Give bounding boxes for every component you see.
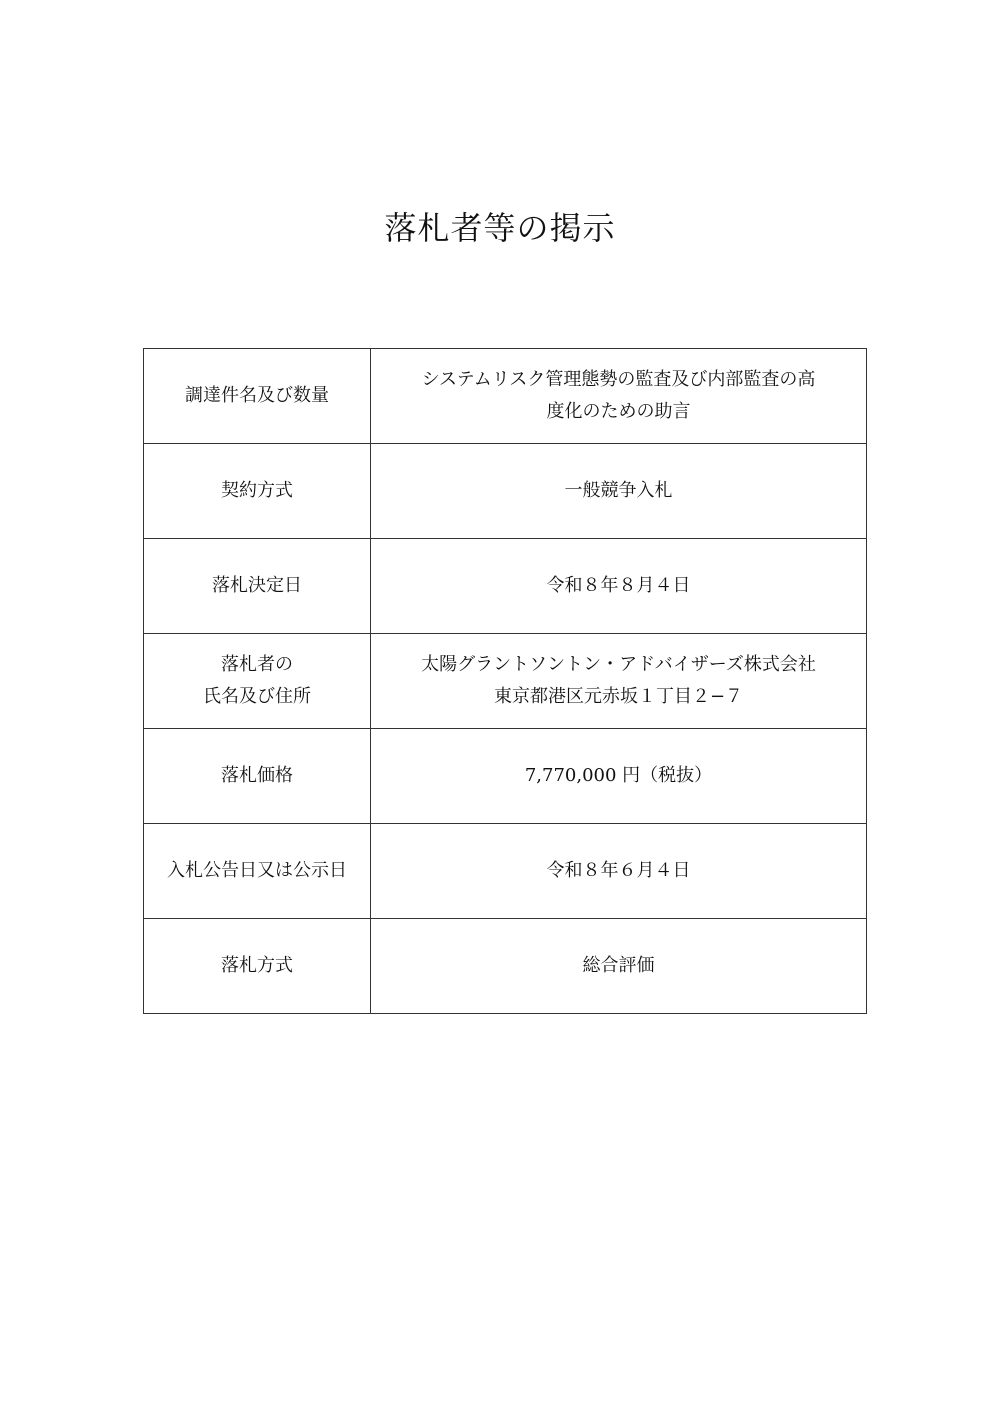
- value-cell: [371, 729, 867, 824]
- label-text: 落札価格: [221, 765, 293, 786]
- value-text: 7,770,000 円（税抜）: [524, 765, 713, 786]
- table-row-winner: [144, 634, 867, 729]
- label-cell: [144, 539, 371, 634]
- label-cell: [144, 349, 371, 444]
- label-text: 落札者の: [221, 654, 293, 675]
- label-text: 契約方式: [221, 480, 293, 501]
- label-text: 落札方式: [221, 955, 293, 976]
- value-cell: [371, 349, 867, 444]
- label-cell: [144, 444, 371, 539]
- label-text: 氏名及び住所: [203, 686, 311, 707]
- value-text: 令和８年６月４日: [546, 860, 691, 881]
- table-row-procurement-item: [144, 349, 867, 444]
- value-text: 太陽グラントソントン・アドバイザーズ株式会社: [421, 654, 816, 675]
- table-row-notice-date: [144, 824, 867, 919]
- label-text: 落札決定日: [212, 575, 302, 596]
- label-text: 調達件名及び数量: [185, 385, 329, 406]
- value-cell: [371, 919, 867, 1014]
- value-text: 令和８年８月４日: [546, 575, 691, 596]
- value-cell: [371, 824, 867, 919]
- value-cell: [371, 444, 867, 539]
- notice-table: [143, 348, 867, 1014]
- table-row-contract-method: [144, 444, 867, 539]
- label-cell: [144, 919, 371, 1014]
- label-cell: [144, 824, 371, 919]
- table-row-price: [144, 729, 867, 824]
- table-row-award-method: [144, 919, 867, 1014]
- table-row-award-date: [144, 539, 867, 634]
- value-cell: [371, 539, 867, 634]
- value-text: 総合評価: [582, 955, 655, 976]
- label-text: 入札公告日又は公示日: [167, 860, 347, 881]
- value-cell: [371, 634, 867, 729]
- value-text: システムリスク管理態勢の監査及び内部監査の高: [421, 369, 816, 390]
- value-text: 東京都港区元赤坂１丁目２−７: [493, 686, 744, 707]
- page-title: 落札者等の掲示: [384, 209, 616, 247]
- label-cell: [144, 729, 371, 824]
- label-cell: [144, 634, 371, 729]
- value-text: 一般競争入札: [564, 480, 673, 501]
- value-text: 度化のための助言: [546, 401, 691, 422]
